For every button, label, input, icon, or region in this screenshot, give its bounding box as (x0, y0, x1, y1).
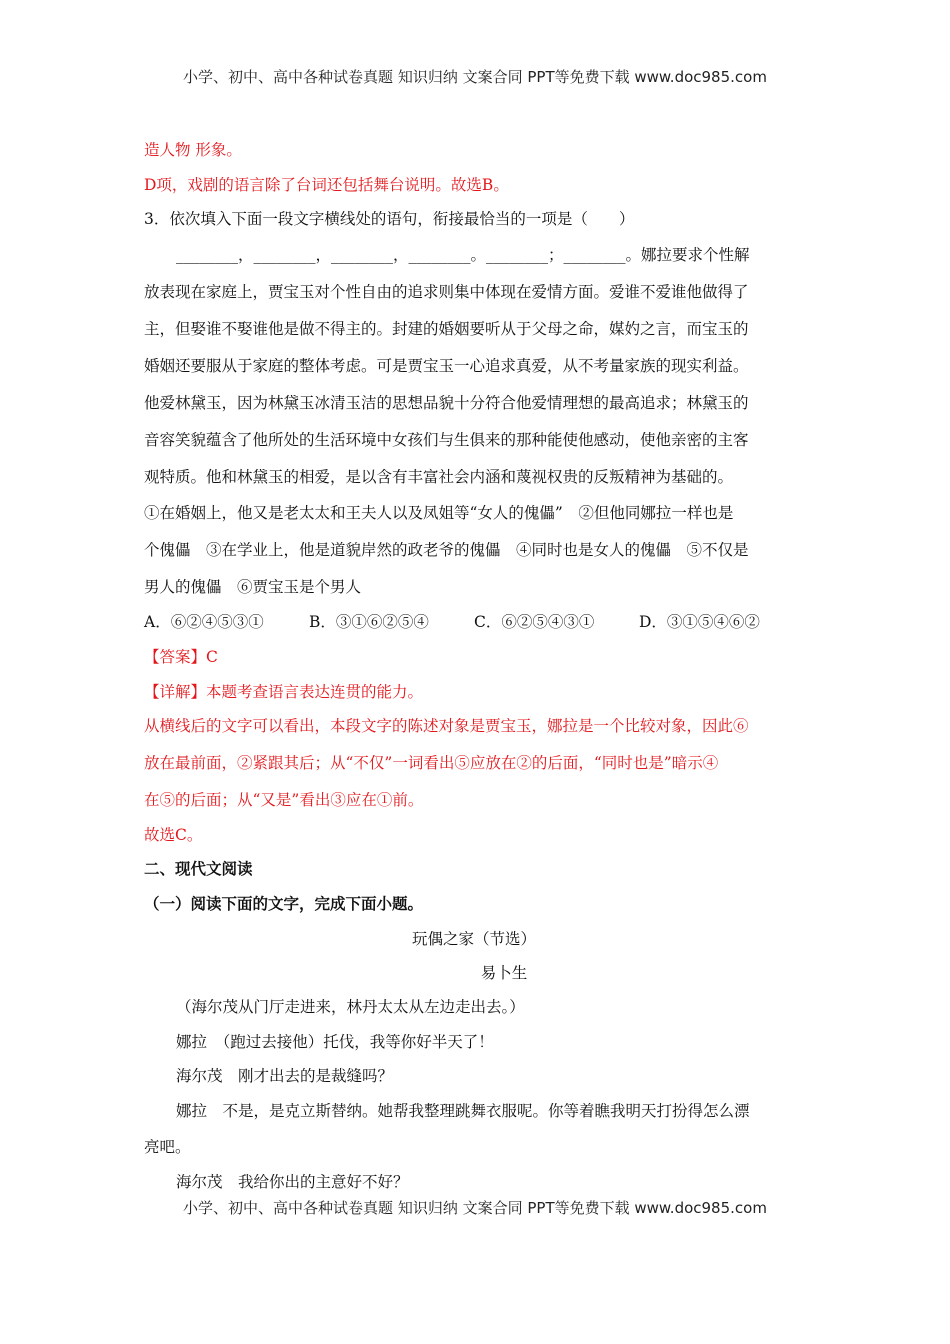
sentence-list-line: 个傀儡 ③在学业上，他是道貌岸然的政老爷的傀儡 ④同时也是女人的傀儡 ⑤不仅是 (144, 541, 749, 559)
explanation-line: 在⑤的后面；从“又是”看出③应在①前。 (144, 791, 424, 809)
passage-line: ________，________，________，________。________；________。娜拉要求个性解 (176, 246, 750, 264)
conclusion-line: 故选C。 (144, 826, 203, 844)
stage-direction: （海尔茂从门厅走进来，林丹太太从左边走出去。） (176, 998, 525, 1016)
detail-line: 【详解】本题考查语言表达连贯的能力。 (144, 683, 424, 701)
passage-author: 易卜生 (480, 964, 528, 982)
option-a: A．⑥②④⑤③① (144, 613, 264, 631)
dialogue-line: 海尔茂 我给你出的主意好不好？ (176, 1173, 409, 1191)
passage-line: 音容笑貌蕴含了他所处的生活环境中女孩们与生俱来的那种能使他感动，使他亲密的主客 (144, 431, 749, 449)
section-heading: 二、现代文阅读 (144, 859, 253, 878)
dialogue-line: 海尔茂 刚才出去的是裁缝吗？ (176, 1067, 394, 1085)
question-3-stem: 3．依次填入下面一段文字横线处的语句，衔接最恰当的一项是（ ） (144, 210, 635, 228)
option-c: C．⑥②⑤④③① (474, 613, 595, 631)
explanation-line: 放在最前面，②紧跟其后；从“不仅”一词看出⑤应放在②的后面，“同时也是”暗示④ (144, 754, 719, 772)
previous-answer-line: D项，戏剧的语言除了台词还包括舞台说明。故选B。 (144, 176, 509, 194)
explanation-line: 从横线后的文字可以看出，本段文字的陈述对象是贾宝玉，娜拉是一个比较对象，因此⑥ (144, 717, 749, 735)
passage-line: 放表现在家庭上，贾宝玉对个性自由的追求则集中体现在爱情方面。爱谁不爱谁他做得了 (144, 283, 749, 301)
subsection-heading: （一）阅读下面的文字，完成下面小题。 (144, 894, 424, 913)
passage-line: 婚姻还要服从于家庭的整体考虑。可是贾宝玉一心追求真爱，从不考量家族的现实利益。 (144, 357, 749, 375)
page-footer: 小学、初中、高中各种试卷真题 知识归纳 文案合同 PPT等免费下载 www.doc985.com (183, 1199, 767, 1217)
answer-line: 【答案】C (144, 648, 218, 666)
sentence-list-line: 男人的傀儡 ⑥贾宝玉是个男人 (144, 578, 362, 596)
passage-title: 玩偶之家（节选） (411, 930, 536, 948)
option-d: D．③①⑤④⑥② (639, 613, 760, 631)
sentence-list-line: ①在婚姻上，他又是老太太和王夫人以及凤姐等“女人的傀儡” ②但他同娜拉一样也是 (144, 504, 734, 522)
dialogue-line: 娜拉 （跑过去接他）托伐，我等你好半天了！ (176, 1033, 494, 1051)
dialogue-line: 亮吧。 (144, 1138, 191, 1156)
passage-line: 主，但娶谁不娶谁他是做不得主的。封建的婚姻要听从于父母之命，媒妁之言，而宝玉的 (144, 320, 749, 338)
previous-answer-line: 造人物 形象。 (144, 141, 242, 159)
passage-line: 他爱林黛玉，因为林黛玉冰清玉洁的思想品貌十分符合他爱情理想的最高追求；林黛玉的 (144, 394, 749, 412)
passage-line: 观特质。他和林黛玉的相爱，是以含有丰富社会内涵和蔑视权贵的反叛精神为基础的。 (144, 468, 734, 486)
dialogue-line: 娜拉 不是，是克立斯替纳。她帮我整理跳舞衣服呢。你等着瞧我明天打扮得怎么漂 (176, 1102, 750, 1120)
option-b: B．③①⑥②⑤④ (309, 613, 429, 631)
page-header: 小学、初中、高中各种试卷真题 知识归纳 文案合同 PPT等免费下载 www.doc985.com (183, 68, 767, 86)
